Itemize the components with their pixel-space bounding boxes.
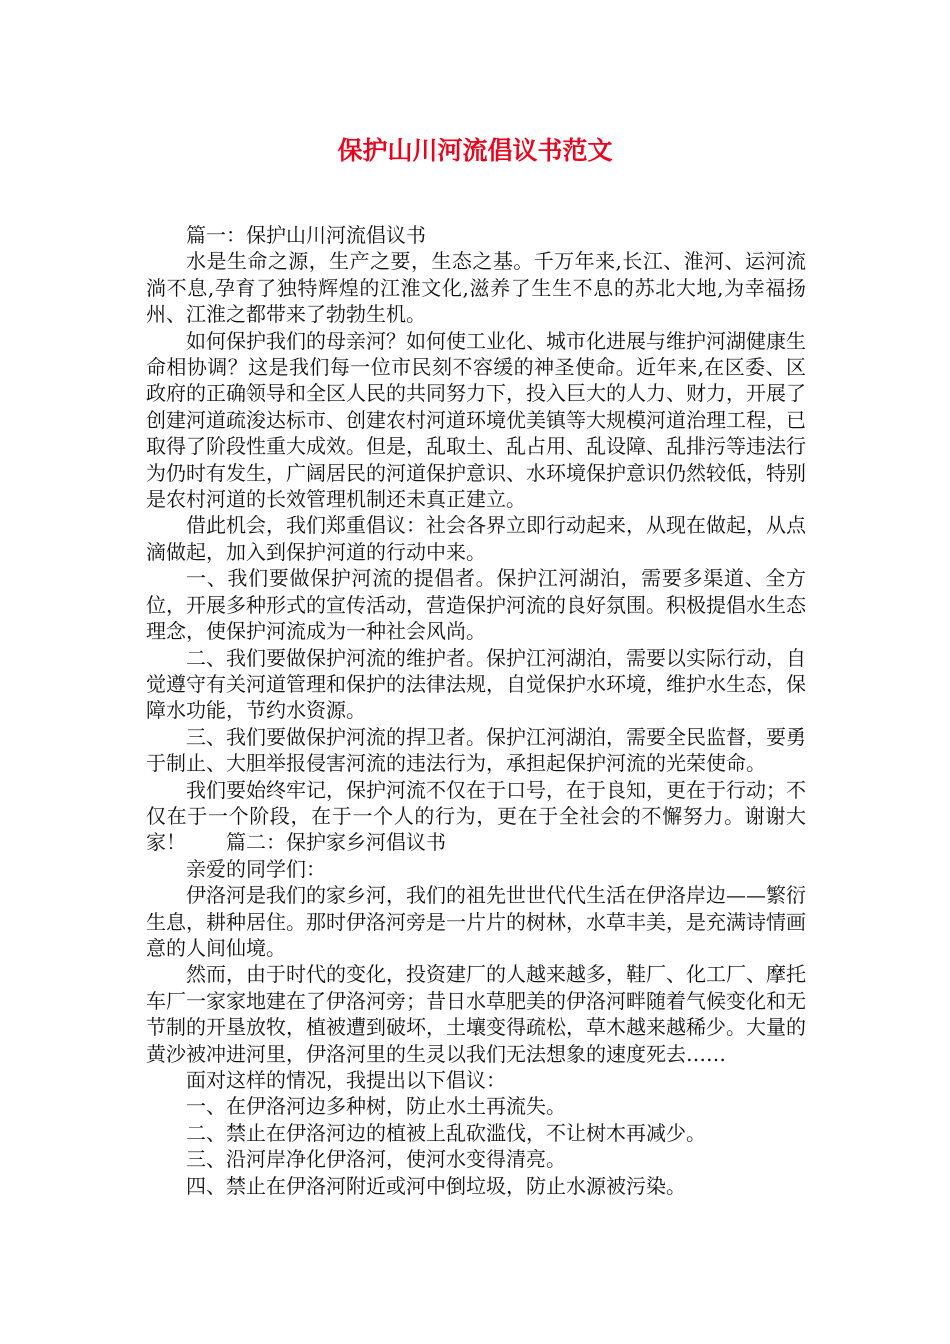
paragraph-water-intro: 水是生命之源，生产之要，生态之基。千万年来,长江、淮河、运河流淌不息,孕育了独特辉煌的江淮文化,滋养了生生不息的苏北大地,为幸福扬州、江淮之都带来了勃勃生机。 (146, 249, 806, 327)
paragraph-proposal-item-four: 四、禁止在伊洛河附近或河中倒垃圾，防止水源被污染。 (186, 1173, 686, 1198)
paragraph-proposal-item-two: 二、禁止在伊洛河边的植被上乱砍滥伐，不让树木再减少。 (186, 1120, 706, 1145)
paragraph-solemn-proposal: 借此机会，我们郑重倡议：社会各界立即行动起来，从现在做起，从点滴做起，加入到保护河道的行动中来。 (146, 513, 806, 564)
paragraph-section-one-heading: 篇一：保护山川河流倡议书 (186, 223, 426, 247)
paragraph-point-three-defender: 三、我们要做保护河流的捍卫者。保护江河湖泊，需要全民监督，要勇于制止、大胆举报侵害河流的违法行为，承担起保护河流的光荣使命。 (146, 724, 806, 776)
paragraph-point-one-advocate: 一、我们要做保护河流的提倡者。保护江河湖泊，需要多渠道、全方位，开展多种形式的宣传活动，营造保护河流的良好氛围。积极提倡水生态理念，使保护河流成为一种社会风尚。 (146, 566, 806, 644)
paragraph-protect-mother-river: 如何保护我们的母亲河？如何使工业化、城市化进展与维护河湖健康生命相协调？这是我们每一位市民刻不容缓的神圣使命。近年来,在区委、区政府的正确领导和全区人民的共同努力下，投入巨大的人力、财力，开展了创建河道疏浚达标市、创建农村河道环境优美镇等大规模河道治理工程，已取得了阶段性重大成效。但是，乱取土、乱占用、乱设障、乱排污等违法行为仍时有发生，广阔居民的河道保护意识、水环境保护意识仍然较低，特别是农村河道的长效管理机制还未真正建立。 (146, 328, 806, 512)
paragraph-salutation: 亲爱的同学们： (186, 856, 326, 881)
document-title: 保护山川河流倡议书范文 (337, 136, 613, 165)
paragraph-yiluo-river-decline: 然而，由于时代的变化，投资建厂的人越来越多，鞋厂、化工厂、摩托车厂一家家地建在了伊洛河旁；昔日水草肥美的伊洛河畔随着气候变化和无节制的开垦放牧，植被遭到破坏，土壤变得疏松，草木越来越稀少。大量的黄沙被冲进河里，伊洛河里的生灵以我们无法想象的速度死去…… (146, 962, 806, 1066)
paragraph-proposal-intro: 面对这样的情况，我提出以下倡议： (186, 1068, 506, 1092)
paragraph-proposal-item-three: 三、沿河岸净化伊洛河，使河水变得清亮。 (186, 1147, 566, 1172)
document-body (146, 222, 806, 1199)
paragraph-point-two-maintainer: 二、我们要做保护河流的维护者。保护江河湖泊，需要以实际行动，自觉遵守有关河道管理和保护的法律法规，自觉保护水环境，维护水生态，保障水功能，节约水资源。 (146, 645, 806, 723)
paragraph-proposal-item-one: 一、在伊洛河边多种树，防止水土再流失。 (186, 1094, 566, 1119)
paragraph-yiluo-river-history: 伊洛河是我们的家乡河，我们的祖先世世代代生活在伊洛岸边——繁衍生息，耕种居住。那时伊洛河旁是一片片的树林，水草丰美，是充满诗情画意的人间仙境。 (146, 883, 806, 960)
paragraph-closing-and-section-two: 我们要始终牢记，保护河流不仅在于口号，在于良知，更在于行动；不仅在于一个阶段，在于一个人的行为，更在于全社会的不懈努力。谢谢大家！ 篇二：保护家乡河倡议书 (146, 777, 806, 855)
